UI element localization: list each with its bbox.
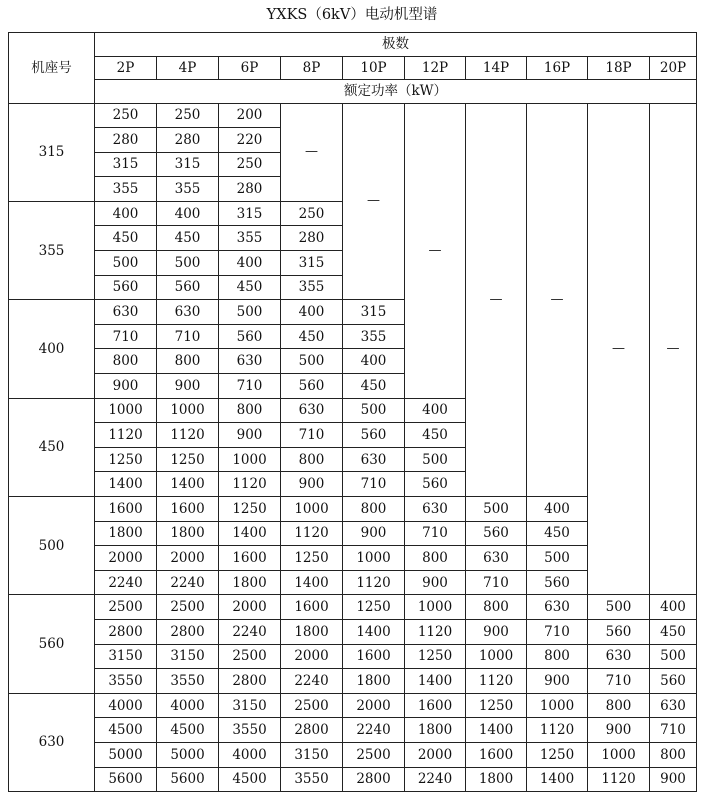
power-cell: 1400 — [281, 570, 343, 595]
empty-cell-dash: — — [281, 103, 343, 201]
power-cell: 250 — [157, 103, 219, 128]
power-cell: 4000 — [219, 742, 281, 767]
power-cell: 1120 — [157, 423, 219, 448]
power-cell: 500 — [281, 349, 343, 374]
power-cell: 630 — [219, 349, 281, 374]
power-cell: 1250 — [95, 447, 157, 472]
power-cell: 1600 — [95, 497, 157, 522]
power-cell: 630 — [95, 300, 157, 325]
power-cell: 1120 — [343, 570, 405, 595]
table-row — [9, 595, 697, 620]
power-cell: 5600 — [95, 767, 157, 792]
power-cell: 1250 — [527, 742, 588, 767]
power-cell: 1120 — [95, 423, 157, 448]
power-cell: 500 — [527, 546, 588, 571]
power-cell: 710 — [466, 570, 527, 595]
power-cell: 2000 — [343, 693, 405, 718]
power-cell: 450 — [405, 423, 466, 448]
power-cell: 4500 — [157, 718, 219, 743]
power-cell: 355 — [219, 226, 281, 251]
power-cell: 1400 — [219, 521, 281, 546]
frame-cell: 315 — [9, 103, 95, 201]
power-cell: 1800 — [95, 521, 157, 546]
power-cell: 400 — [157, 201, 219, 226]
table-row — [9, 644, 697, 669]
empty-cell-dash: — — [343, 103, 405, 300]
power-cell: 1600 — [281, 595, 343, 620]
power-cell: 220 — [219, 128, 281, 153]
power-cell: 500 — [650, 644, 697, 669]
power-cell: 500 — [95, 251, 157, 276]
power-cell: 3150 — [157, 644, 219, 669]
pole-header-18p: 18P — [588, 56, 650, 80]
empty-cell-dash: — — [405, 103, 466, 398]
frame-cell: 560 — [9, 595, 95, 693]
pole-header-4p: 4P — [157, 56, 219, 80]
power-cell: 800 — [281, 447, 343, 472]
power-cell: 900 — [527, 669, 588, 694]
power-cell: 1400 — [466, 718, 527, 743]
table-row — [9, 693, 697, 718]
power-cell: 1000 — [157, 398, 219, 423]
power-cell: 1400 — [405, 669, 466, 694]
table-row — [9, 718, 697, 743]
power-cell: 400 — [650, 595, 697, 620]
power-cell: 450 — [219, 275, 281, 300]
power-cell: 1800 — [219, 570, 281, 595]
power-cell: 710 — [281, 423, 343, 448]
table-body — [9, 33, 697, 792]
power-cell: 2800 — [281, 718, 343, 743]
power-cell: 900 — [650, 767, 697, 792]
power-cell: 1250 — [219, 497, 281, 522]
power-cell: 1120 — [527, 718, 588, 743]
power-cell: 1400 — [527, 767, 588, 792]
power-cell: 1800 — [405, 718, 466, 743]
power-cell: 1600 — [219, 546, 281, 571]
power-cell: 1250 — [466, 693, 527, 718]
power-cell: 900 — [219, 423, 281, 448]
power-cell: 560 — [405, 472, 466, 497]
power-cell: 400 — [527, 497, 588, 522]
power-cell: 2240 — [219, 619, 281, 644]
power-cell: 900 — [281, 472, 343, 497]
power-cell: 800 — [95, 349, 157, 374]
power-cell: 315 — [343, 300, 405, 325]
power-cell: 1800 — [343, 669, 405, 694]
power-cell: 2240 — [157, 570, 219, 595]
page-title: YXKS（6kV）电动机型谱 — [266, 7, 438, 23]
power-cell: 315 — [281, 251, 343, 276]
power-cell: 1600 — [405, 693, 466, 718]
power-cell: 1400 — [343, 619, 405, 644]
power-cell: 1600 — [157, 497, 219, 522]
empty-cell-dash: — — [527, 103, 588, 497]
power-cell: 800 — [219, 398, 281, 423]
table-row — [9, 103, 697, 128]
power-cell: 560 — [527, 570, 588, 595]
power-cell: 500 — [466, 497, 527, 522]
power-cell: 1000 — [219, 447, 281, 472]
pole-header-2p: 2P — [95, 56, 157, 80]
power-cell: 1800 — [466, 767, 527, 792]
power-cell: 1400 — [157, 472, 219, 497]
power-cell: 2000 — [157, 546, 219, 571]
power-cell: 900 — [343, 521, 405, 546]
empty-cell-dash: — — [466, 103, 527, 497]
power-cell: 1250 — [157, 447, 219, 472]
power-cell: 3550 — [219, 718, 281, 743]
power-cell: 450 — [157, 226, 219, 251]
power-cell: 2800 — [157, 619, 219, 644]
power-cell: 2240 — [405, 767, 466, 792]
table-row — [9, 742, 697, 767]
power-cell: 1600 — [466, 742, 527, 767]
power-cell: 710 — [157, 324, 219, 349]
power-cell: 3150 — [219, 693, 281, 718]
power-cell: 2000 — [281, 644, 343, 669]
power-cell: 2800 — [343, 767, 405, 792]
power-cell: 1800 — [157, 521, 219, 546]
power-cell: 560 — [466, 521, 527, 546]
pole-header-12p: 12P — [405, 56, 466, 80]
pole-header-10p: 10P — [343, 56, 405, 80]
power-cell: 250 — [95, 103, 157, 128]
power-cell: 900 — [157, 374, 219, 399]
power-cell: 800 — [527, 644, 588, 669]
power-cell: 1400 — [95, 472, 157, 497]
empty-cell-dash: — — [588, 103, 650, 595]
power-cell: 450 — [650, 619, 697, 644]
power-cell: 900 — [405, 570, 466, 595]
pole-header-20p: 20P — [650, 56, 697, 80]
power-cell: 4000 — [95, 693, 157, 718]
power-cell: 315 — [95, 152, 157, 177]
power-cell: 500 — [219, 300, 281, 325]
power-cell: 2240 — [343, 718, 405, 743]
power-cell: 2000 — [405, 742, 466, 767]
power-cell: 280 — [95, 128, 157, 153]
power-cell: 1000 — [405, 595, 466, 620]
power-cell: 710 — [527, 619, 588, 644]
header-row-power — [9, 80, 697, 104]
power-cell: 1000 — [95, 398, 157, 423]
frame-cell: 630 — [9, 693, 95, 791]
frame-cell: 450 — [9, 398, 95, 496]
power-cell: 1000 — [281, 497, 343, 522]
power-cell: 2500 — [95, 595, 157, 620]
power-cell: 630 — [650, 693, 697, 718]
power-cell: 5000 — [95, 742, 157, 767]
motor-spec-table — [8, 32, 697, 792]
power-cell: 1250 — [405, 644, 466, 669]
pole-header-8p: 8P — [281, 56, 343, 80]
power-cell: 3550 — [281, 767, 343, 792]
power-cell: 560 — [588, 619, 650, 644]
power-cell: 1120 — [281, 521, 343, 546]
power-cell: 2240 — [95, 570, 157, 595]
power-cell: 1120 — [219, 472, 281, 497]
power-cell: 1000 — [343, 546, 405, 571]
power-cell: 560 — [650, 669, 697, 694]
power-cell: 2240 — [281, 669, 343, 694]
power-cell: 2500 — [219, 644, 281, 669]
power-cell: 710 — [343, 472, 405, 497]
table-row — [9, 619, 697, 644]
power-cell: 200 — [219, 103, 281, 128]
power-cell: 3550 — [157, 669, 219, 694]
power-cell: 3550 — [95, 669, 157, 694]
frame-cell: 500 — [9, 497, 95, 595]
power-cell: 1120 — [588, 767, 650, 792]
power-cell: 355 — [281, 275, 343, 300]
power-cell: 560 — [219, 324, 281, 349]
power-cell: 630 — [588, 644, 650, 669]
header-row-pole-values — [9, 56, 697, 80]
power-cell: 1120 — [405, 619, 466, 644]
power-cell: 3150 — [281, 742, 343, 767]
table-row — [9, 669, 697, 694]
power-cell: 900 — [466, 619, 527, 644]
power-cell: 1000 — [466, 644, 527, 669]
power-cell: 560 — [157, 275, 219, 300]
power-cell: 1250 — [281, 546, 343, 571]
power-cell: 710 — [219, 374, 281, 399]
power-cell: 1800 — [281, 619, 343, 644]
power-cell: 400 — [405, 398, 466, 423]
power-cell: 2000 — [95, 546, 157, 571]
power-cell: 4500 — [219, 767, 281, 792]
pole-header-6p: 6P — [219, 56, 281, 80]
pole-header-14p: 14P — [466, 56, 527, 80]
power-cell: 2800 — [95, 619, 157, 644]
power-cell: 400 — [281, 300, 343, 325]
power-cell: 2800 — [219, 669, 281, 694]
power-cell: 2000 — [219, 595, 281, 620]
power-cell: 1000 — [527, 693, 588, 718]
power-cell: 400 — [343, 349, 405, 374]
power-cell: 560 — [343, 423, 405, 448]
power-cell: 355 — [95, 177, 157, 202]
power-cell: 5600 — [157, 767, 219, 792]
power-cell: 3150 — [95, 644, 157, 669]
frame-cell: 355 — [9, 201, 95, 299]
power-cell: 1250 — [343, 595, 405, 620]
power-cell: 1120 — [466, 669, 527, 694]
power-cell: 2500 — [343, 742, 405, 767]
power-cell: 400 — [95, 201, 157, 226]
power-cell: 4000 — [157, 693, 219, 718]
power-cell: 800 — [157, 349, 219, 374]
pole-header-16p: 16P — [527, 56, 588, 80]
power-cell: 450 — [527, 521, 588, 546]
power-cell: 400 — [219, 251, 281, 276]
power-cell: 280 — [219, 177, 281, 202]
power-cell: 800 — [466, 595, 527, 620]
power-cell: 280 — [281, 226, 343, 251]
frame-cell: 400 — [9, 300, 95, 398]
power-cell: 630 — [343, 447, 405, 472]
power-cell: 710 — [650, 718, 697, 743]
power-cell: 800 — [343, 497, 405, 522]
power-cell: 630 — [466, 546, 527, 571]
power-cell: 450 — [343, 374, 405, 399]
power-cell: 560 — [95, 275, 157, 300]
power-cell: 250 — [281, 201, 343, 226]
power-cell: 280 — [157, 128, 219, 153]
power-cell: 630 — [281, 398, 343, 423]
power-cell: 630 — [157, 300, 219, 325]
power-cell: 710 — [405, 521, 466, 546]
power-cell: 900 — [588, 718, 650, 743]
power-cell: 500 — [405, 447, 466, 472]
power-cell: 450 — [281, 324, 343, 349]
power-cell: 315 — [219, 201, 281, 226]
power-cell: 710 — [95, 324, 157, 349]
power-cell: 315 — [157, 152, 219, 177]
power-cell: 355 — [343, 324, 405, 349]
power-cell: 500 — [588, 595, 650, 620]
power-cell: 500 — [157, 251, 219, 276]
power-cell: 900 — [95, 374, 157, 399]
power-cell: 450 — [95, 226, 157, 251]
power-cell: 630 — [527, 595, 588, 620]
power-cell: 800 — [405, 546, 466, 571]
power-cell: 630 — [405, 497, 466, 522]
power-cell: 1600 — [343, 644, 405, 669]
power-cell: 2500 — [281, 693, 343, 718]
table-row — [9, 767, 697, 792]
poles-header: 极数 — [95, 33, 697, 57]
power-cell: 800 — [588, 693, 650, 718]
power-cell: 560 — [281, 374, 343, 399]
power-cell: 5000 — [157, 742, 219, 767]
power-cell: 250 — [219, 152, 281, 177]
power-cell: 4500 — [95, 718, 157, 743]
frame-header: 机座号 — [9, 33, 95, 104]
power-header: 额定功率（kW） — [95, 80, 697, 104]
power-cell: 2500 — [157, 595, 219, 620]
power-cell: 800 — [650, 742, 697, 767]
power-cell: 355 — [157, 177, 219, 202]
power-cell: 710 — [588, 669, 650, 694]
header-row-poles — [9, 33, 697, 57]
power-cell: 500 — [343, 398, 405, 423]
power-cell: 1000 — [588, 742, 650, 767]
empty-cell-dash: — — [650, 103, 697, 595]
